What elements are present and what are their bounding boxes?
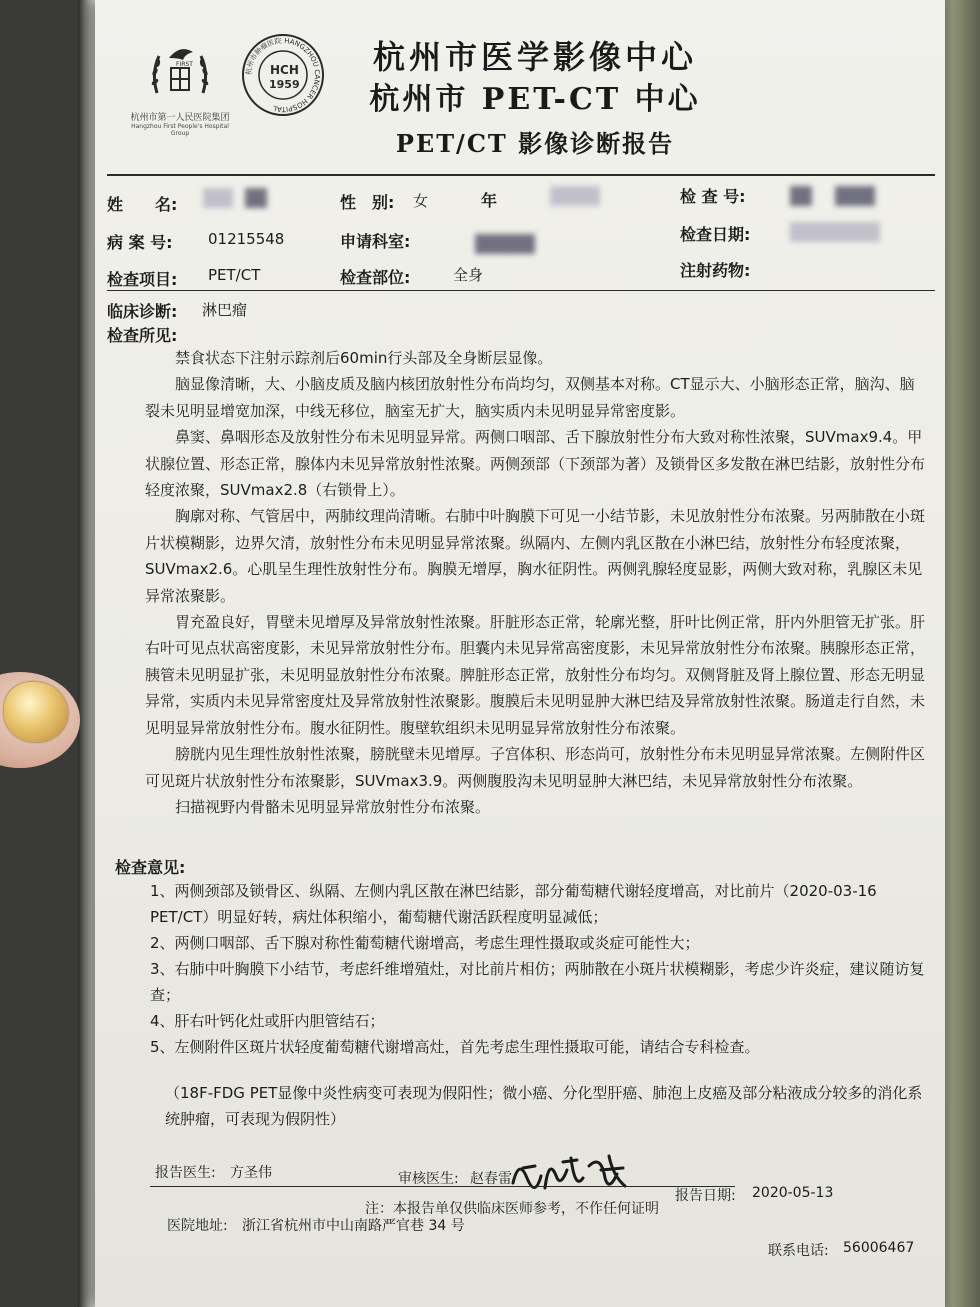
logo1-en-text: Hangzhou First People's Hospital Group	[131, 123, 229, 137]
dept-redacted	[475, 234, 535, 254]
opinion-item: 5、左侧附件区斑片状轻度葡萄糖代谢增高灶，首先考虑生理性摄取可能，请结合专科检查。	[150, 1038, 760, 1056]
handwritten-signature	[505, 1148, 635, 1198]
exam-date-redacted	[790, 222, 880, 242]
report-disclaimer: 注：本报告单仅供临床医师参考，不作任何证明	[365, 1201, 659, 1217]
record-value: 01215548	[208, 230, 285, 248]
findings-body	[145, 345, 925, 820]
name-label: 姓 名:	[107, 195, 178, 214]
exam-no-redacted-2	[835, 186, 875, 206]
name-redacted	[203, 188, 233, 208]
findings-paragraph: 胸廓对称、气管居中，两肺纹理尚清晰。右肺中叶胸膜下可见一小结节影，未见放射性分布浓聚。另两肺散在小斑片状模糊影，边界欠清，放射性分布未见明显异常浓聚。纵隔内、左侧内乳区散在小淋巴结，放射性分布轻度浓聚，SUVmax2.6。心肌呈生理性放射性分布。胸膜无增厚，胸水征阴性。两侧乳腺轻度显影，两侧大致对称，乳腺区未见异常浓聚影。	[145, 507, 926, 605]
opinion-item: 2、两侧口咽部、舌下腺对称性葡萄糖代谢增高，考虑生理性摄取或炎症可能性大；	[150, 934, 700, 952]
opinion-item: 1、两侧颈部及锁骨区、纵隔、左侧内乳区散在淋巴结影，部分葡萄糖代谢轻度增高，对比前片（2020-03-16 PET/CT）明显好转，病灶体积缩小，葡萄糖代谢活跃程度明显减低；	[150, 882, 877, 926]
opinions-label: 检查意见:	[115, 858, 186, 877]
title-imaging-center: 杭州市医学影像中心	[372, 38, 697, 76]
first-hospital-logo	[125, 38, 235, 137]
gender-label: 性 别:	[340, 193, 395, 212]
findings-paragraph: 脑显像清晰，大、小脑皮质及脑内核团放射性分布尚均匀，双侧基本对称。CT显示大、小脑形态正常，脑沟、脑裂未见明显增宽加深，中线无移位，脑室无扩大，脑实质内未见明显异常密度影。	[145, 375, 915, 420]
opinions-list	[150, 878, 930, 1060]
logo2-year: 1959	[269, 78, 300, 91]
report-page	[95, 0, 945, 1307]
dept-label: 申请科室:	[340, 232, 411, 251]
reviewer-label: 审核医生:	[398, 1171, 459, 1187]
findings-label: 检查所见:	[107, 326, 178, 345]
cancer-hospital-logo	[240, 32, 326, 122]
logo1-cn-text: 杭州市第一人民医院集团	[130, 113, 230, 123]
reviewer-name: 赵春雷	[470, 1171, 512, 1187]
svg-text:HCH: HCH	[270, 63, 299, 77]
opinion-item: 4、肝右叶钙化灶或肝内胆管结石；	[150, 1012, 385, 1030]
findings-paragraph: 膀胱内见生理性放射性浓聚，膀胱壁未见增厚。子宫体积、形态尚可，放射性分布未见明显异常浓聚。左侧附件区可见斑片状放射性分布浓聚影，SUVmax3.9。两侧腹股沟未见明显肿大淋巴结，未见异常放射性分布浓聚。	[145, 745, 926, 790]
logo-word: FIRST	[176, 61, 193, 68]
phone-label: 联系电话:	[768, 1243, 829, 1259]
drug-label: 注射药物:	[680, 261, 751, 280]
report-date-label: 报告日期:	[675, 1188, 736, 1204]
exam-no-label: 检 查 号:	[680, 187, 746, 206]
reporter-name: 方圣伟	[230, 1165, 272, 1181]
findings-paragraph: 禁食状态下注射示踪剂后60min行头部及全身断层显像。	[175, 349, 553, 367]
dove-laurel-icon	[145, 38, 215, 108]
age-label: 年	[481, 191, 498, 210]
exam-no-redacted	[790, 186, 812, 206]
report-title-block	[325, 36, 745, 164]
thumb-ring	[4, 682, 68, 742]
record-label: 病 案 号:	[107, 233, 173, 252]
findings-paragraph: 胃充盈良好，胃壁未见增厚及异常放射性浓聚。肝脏形态正常，轮廓光整，肝叶比例正常，肝内外胆管无扩张。肝右叶可见点状高密度影，未见异常放射性分布。胆囊内未见异常高密度影，未见异常放射性分布浓聚。胰腺形态正常，胰管未见明显扩张，未见明显放射性分布浓聚。脾脏形态正常，放射性分布均匀。双侧肾脏及肾上腺位置、形态无明显异常，实质内未见异常密度灶及异常放射性浓聚影。腹膜后未见明显肿大淋巴结及异常放射性浓聚。肠道走行自然，未见明显异常放射性分布。腹水征阴性。腹壁软组织未见明显异常放射性分布浓聚。	[145, 613, 926, 737]
disclaimer-note: （18F-FDG PET显像中炎性病变可表现为假阳性；微小癌、分化型肝癌、肺泡上皮癌及部分粘液成分较多的消化系统肿瘤，可表现为假阴性）	[165, 1084, 923, 1128]
reporter-label: 报告医生:	[155, 1165, 216, 1181]
phone: 56006467	[843, 1240, 915, 1256]
findings-paragraph: 扫描视野内骨骼未见明显异常放射性分布浓聚。	[175, 797, 491, 816]
exam-date-label: 检查日期:	[680, 225, 751, 244]
findings-paragraph: 鼻窦、鼻咽形态及放射性分布未见明显异常。两侧口咽部、舌下腺放射性分布大致对称性浓聚，SUVmax9.4。甲状腺位置、形态正常，腺体内未见异常放射性浓聚。两侧颈部（下颈部为著）及锁骨区多发散在淋巴结影，放射性分布轻度浓聚，SUVmax2.8（右锁骨上）。	[145, 428, 926, 500]
report-date: 2020-05-13	[752, 1185, 834, 1201]
opinion-item: 3、右肺中叶胸膜下小结节，考虑纤维增殖灶，对比前片相仿；两肺散在小斑片状模糊影，考虑少许炎症，建议随访复查；	[150, 960, 925, 1004]
name-redacted-2	[245, 188, 267, 208]
gender-value: 女	[413, 192, 429, 210]
exam-item-label: 检查项目:	[107, 270, 178, 289]
page-edge	[78, 0, 96, 1307]
clinical-label: 临床诊断:	[107, 302, 178, 321]
hospital-seal-icon	[240, 32, 326, 118]
exam-site-label: 检查部位:	[340, 268, 411, 287]
header-divider	[107, 174, 935, 176]
info-divider	[107, 290, 935, 291]
address-label: 医院地址:	[167, 1218, 228, 1234]
clinical-value: 淋巴瘤	[202, 301, 248, 319]
title-petct-center: 杭州市 PET-CT 中心	[369, 82, 701, 117]
logo2-ring-text: 杭州市肿瘤医院 HANGZHOU CANCER HOSPITAL	[244, 36, 322, 114]
title-report: PET/CT 影像诊断报告	[395, 129, 675, 158]
exam-site-value: 全身	[453, 266, 484, 284]
exam-item-value: PET/CT	[208, 266, 261, 284]
address: 浙江省杭州市中山南路严官巷 34 号	[242, 1218, 465, 1234]
age-redacted	[550, 186, 600, 206]
footer-divider	[150, 1186, 735, 1187]
